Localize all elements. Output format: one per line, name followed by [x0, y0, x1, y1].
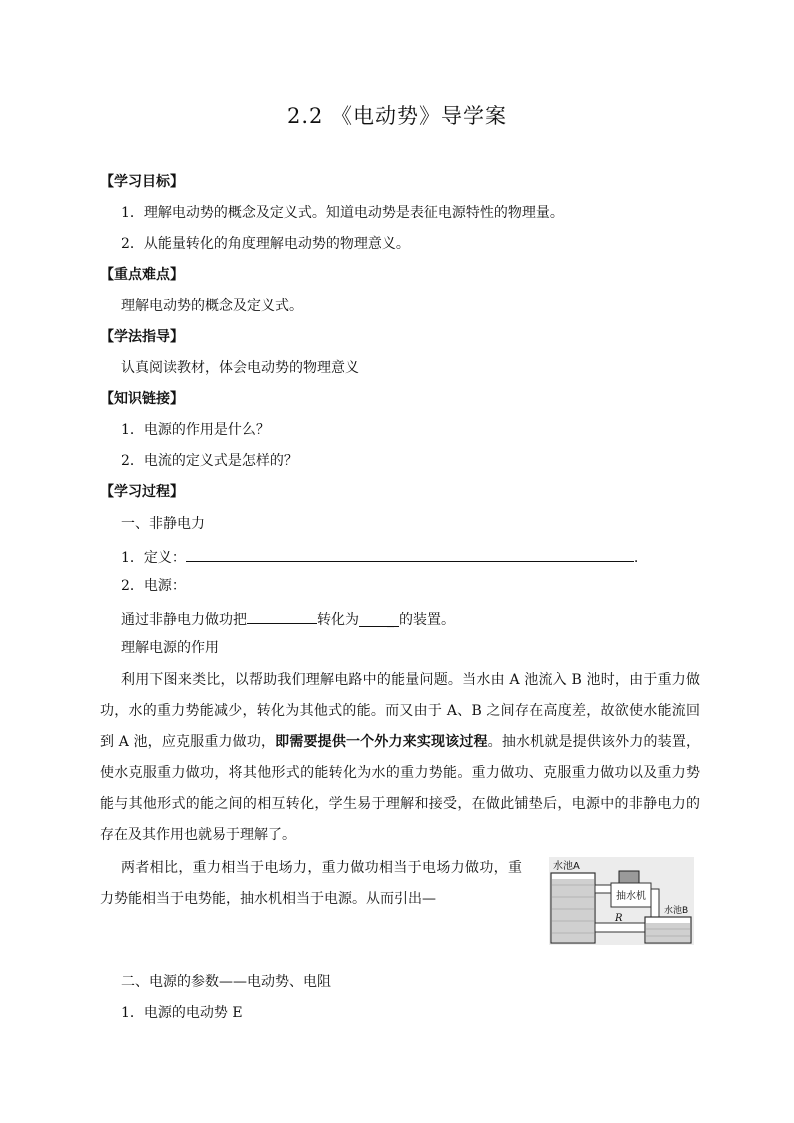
pool-b-label: 水池B [664, 906, 689, 916]
emf-item: 1．电源的电动势 E [121, 1005, 243, 1021]
resistor-label: R [615, 913, 623, 924]
energy-from-blank[interactable] [247, 607, 317, 624]
analogy-bold-text: 即需要提供一个外力来实现该过程 [275, 734, 488, 750]
power-source-text-a: 通过非静电力做功把 [121, 612, 247, 628]
analogy-paragraph: 利用下图来类比，以帮助我们理解电路中的能量问题。当水由 A 池流入 B 池时，由于重力做功，水的重力势能减少，转化为其他式的能。而又由于 A、B 之间存在高度差，故欲使水能流回到 A 池，应克服重力做功，即需要提供一个外力来实现该过程。抽水机就是提供该外力的装置，使水克服重力做功，将其他形式的能转化为水的重力势能。重力做功、克服重力做功以及重力势能与其他形式的能之间的相互转化，学生易于理解和接受，在做此铺垫后，电源中的非静电力的存在及其作用也就易于理解了。 [100, 672, 700, 843]
power-source-line [121, 607, 455, 630]
power-source-text-b: 转化为 [317, 612, 359, 628]
heading-knowledge-links: 【知识链接】 [100, 391, 184, 407]
power-source-label: 2．电源： [121, 578, 186, 594]
power-source-text-c: 的装置。 [399, 612, 455, 628]
comparison-paragraph: 两者相比，重力相当于电场力，重力做功相当于电场力做功，重力势能相当于电势能，抽水机相当于电源。从而引出— [100, 860, 522, 907]
key-points-text: 理解电动势的概念及定义式。 [121, 298, 303, 314]
heading-goals: 【学习目标】 [100, 174, 184, 190]
definition-line [121, 545, 638, 568]
goal-item-2: 2．从能量转化的角度理解电动势的物理意义。 [121, 236, 410, 252]
subheading-source-parameters: 二、电源的参数——电动势、电阻 [121, 974, 331, 990]
goal-item-1: 1．理解电动势的概念及定义式。知道电动势是表征电源特性的物理量。 [121, 205, 564, 221]
heading-key-points: 【重点难点】 [100, 267, 184, 283]
definition-blank[interactable] [186, 545, 634, 562]
definition-label: 1．定义： [121, 550, 186, 566]
understand-heading: 理解电源的作用 [121, 640, 219, 656]
method-text: 认真阅读教材，体会电动势的物理意义 [121, 360, 359, 376]
link-item-1: 1．电源的作用是什么？ [121, 422, 270, 438]
pool-a-label: 水池A [553, 861, 580, 872]
subheading-non-electrostatic-force: 一、非静电力 [121, 516, 205, 532]
definition-end: . [633, 550, 639, 566]
page-title: 2.2 《电动势》导学案 [286, 104, 508, 128]
heading-process: 【学习过程】 [100, 484, 184, 500]
link-item-2: 2．电流的定义式是怎样的？ [121, 453, 298, 469]
energy-to-blank[interactable]: _ [359, 610, 399, 627]
pump-label: 抽水机 [616, 891, 646, 902]
heading-method: 【学法指导】 [100, 329, 184, 345]
pump-analogy-figure [549, 857, 694, 945]
